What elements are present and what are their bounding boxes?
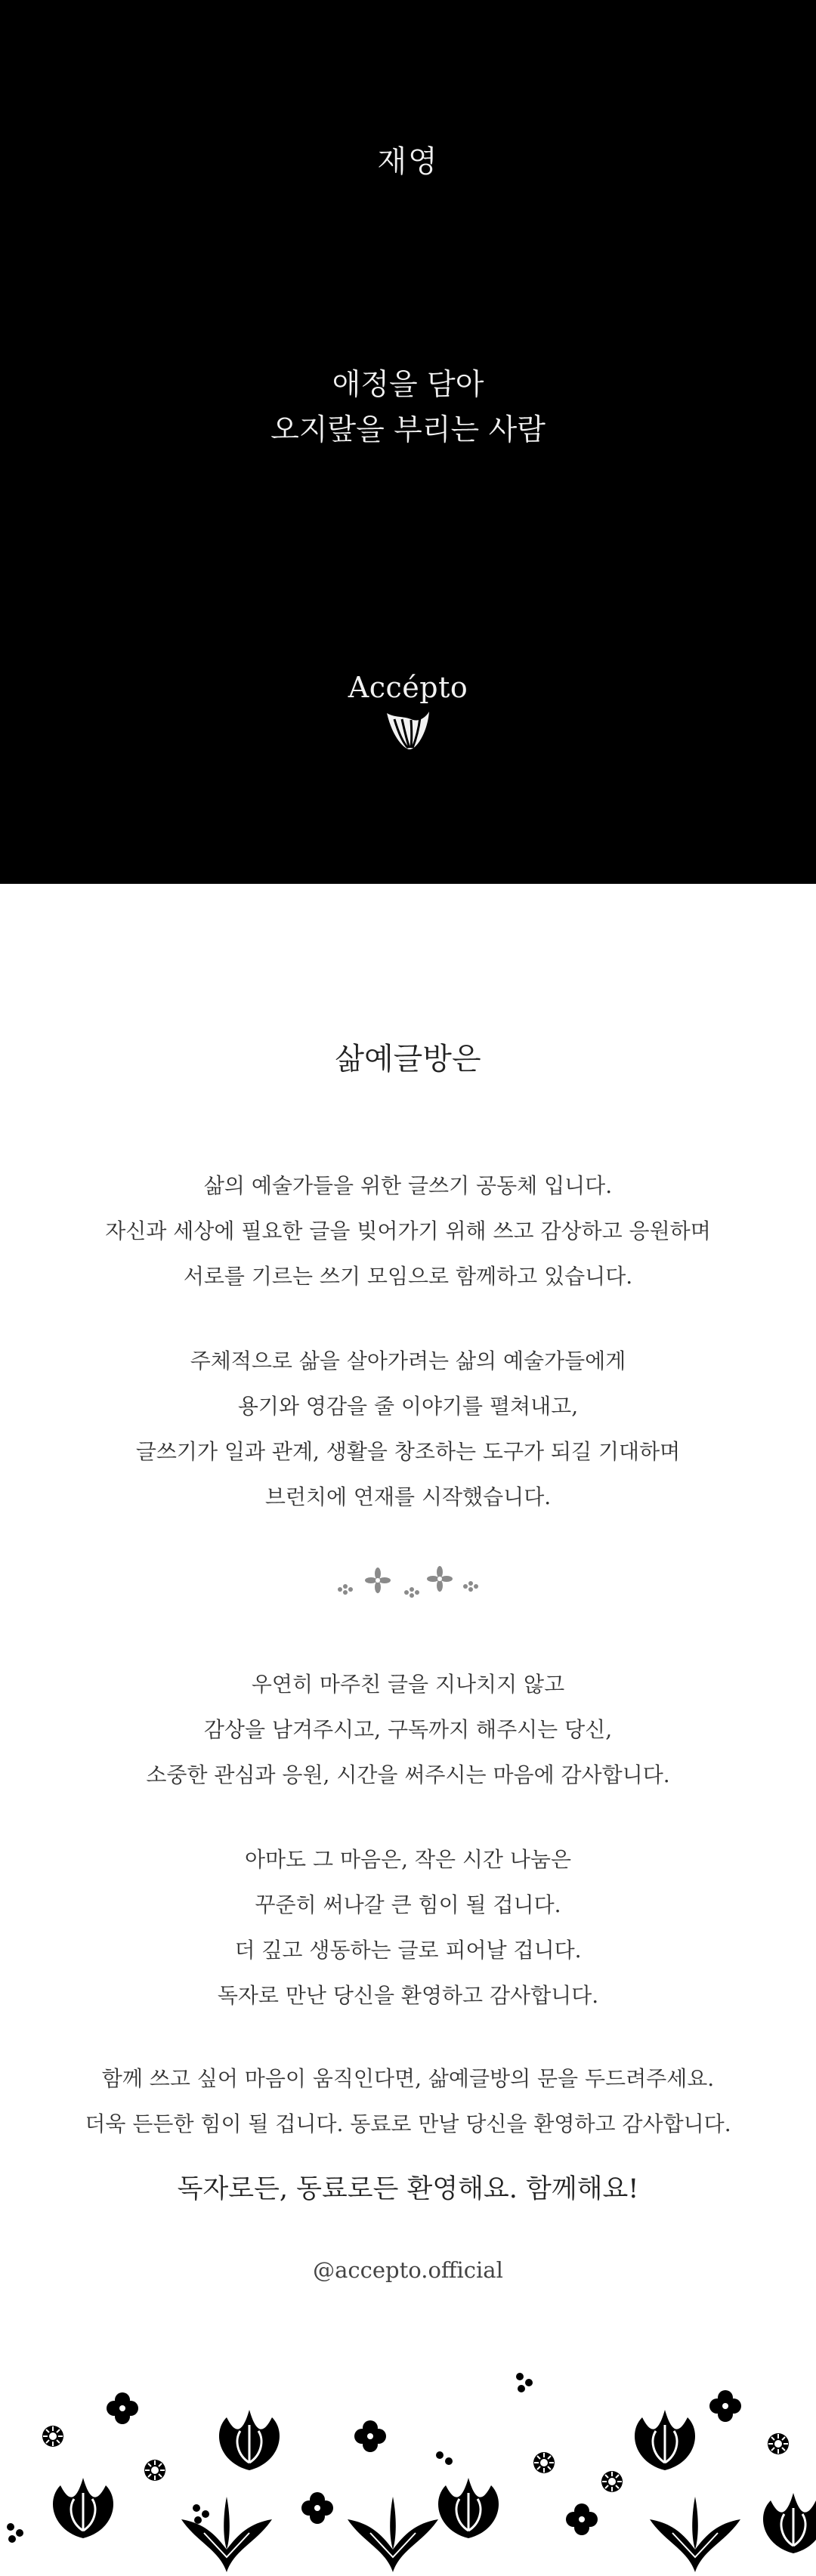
text-line: 더 깊고 생동하는 글로 피어날 겁니다. xyxy=(234,1938,582,1963)
text-line: 소중한 관심과 응원, 시간을 써주시는 마음에 감사합니다. xyxy=(146,1762,670,1787)
text-line: 더욱 든든한 힘이 될 겁니다. 동료로 만날 당신을 환영하고 감사합니다. xyxy=(85,2111,731,2136)
hero-section xyxy=(0,0,816,884)
author-name: 재영 xyxy=(377,144,439,179)
author-tagline xyxy=(0,363,816,453)
text-line: 함께 쓰고 싶어 마음이 움직인다면, 삶예글방의 문을 두드려주세요. xyxy=(101,2066,715,2091)
intro-paragraph xyxy=(0,1163,816,1299)
text-line: 아마도 그 마음은, 작은 시간 나눔은 xyxy=(244,1847,572,1872)
tagline-line: 애정을 담아 xyxy=(332,368,484,402)
invite-paragraph xyxy=(0,2056,816,2147)
text-line: 우연히 마주친 글을 지나치지 않고 xyxy=(251,1672,565,1697)
thanks-paragraph xyxy=(0,1662,816,1798)
hope-paragraph xyxy=(0,1837,816,2018)
flower-divider-icon xyxy=(325,1564,491,1603)
intro-section xyxy=(0,884,816,2576)
text-line: 서로를 기르는 쓰기 모임으로 함께하고 있습니다. xyxy=(183,1264,633,1289)
floral-footer-illustration xyxy=(0,2364,816,2576)
text-line: 용기와 영감을 줄 이야기를 펼쳐내고, xyxy=(237,1394,579,1419)
instagram-handle: @accepto.official xyxy=(313,2257,503,2283)
closing-message: 독자로든, 동료로든 환영해요. 함께해요! xyxy=(177,2174,639,2204)
tagline-line: 오지랖을 부리는 사람 xyxy=(270,413,546,447)
text-line: 독자로 만난 당신을 환영하고 감사합니다. xyxy=(217,1983,599,2008)
brand-logo-text: Accépto xyxy=(348,671,468,704)
text-line: 주체적으로 삶을 살아가려는 삶의 예술가들에게 xyxy=(190,1348,626,1373)
text-line: 브런치에 연재를 시작했습니다. xyxy=(264,1484,552,1509)
text-line: 감상을 남겨주시고, 구독까지 해주시는 당신, xyxy=(203,1717,613,1742)
shell-logo-icon xyxy=(384,709,432,751)
text-line: 삶의 예술가들을 위한 글쓰기 공동체 입니다. xyxy=(203,1173,613,1198)
text-line: 자신과 세상에 필요한 글을 빚어가기 위해 쓰고 감상하고 응원하며 xyxy=(105,1219,711,1243)
section-title: 삶예글방은 xyxy=(335,1042,481,1076)
text-line: 꾸준히 써나갈 큰 힘이 될 겁니다. xyxy=(255,1892,561,1917)
text-line: 글쓰기가 일과 관계, 생활을 창조하는 도구가 되길 기대하며 xyxy=(135,1439,681,1464)
mission-paragraph xyxy=(0,1339,816,1520)
